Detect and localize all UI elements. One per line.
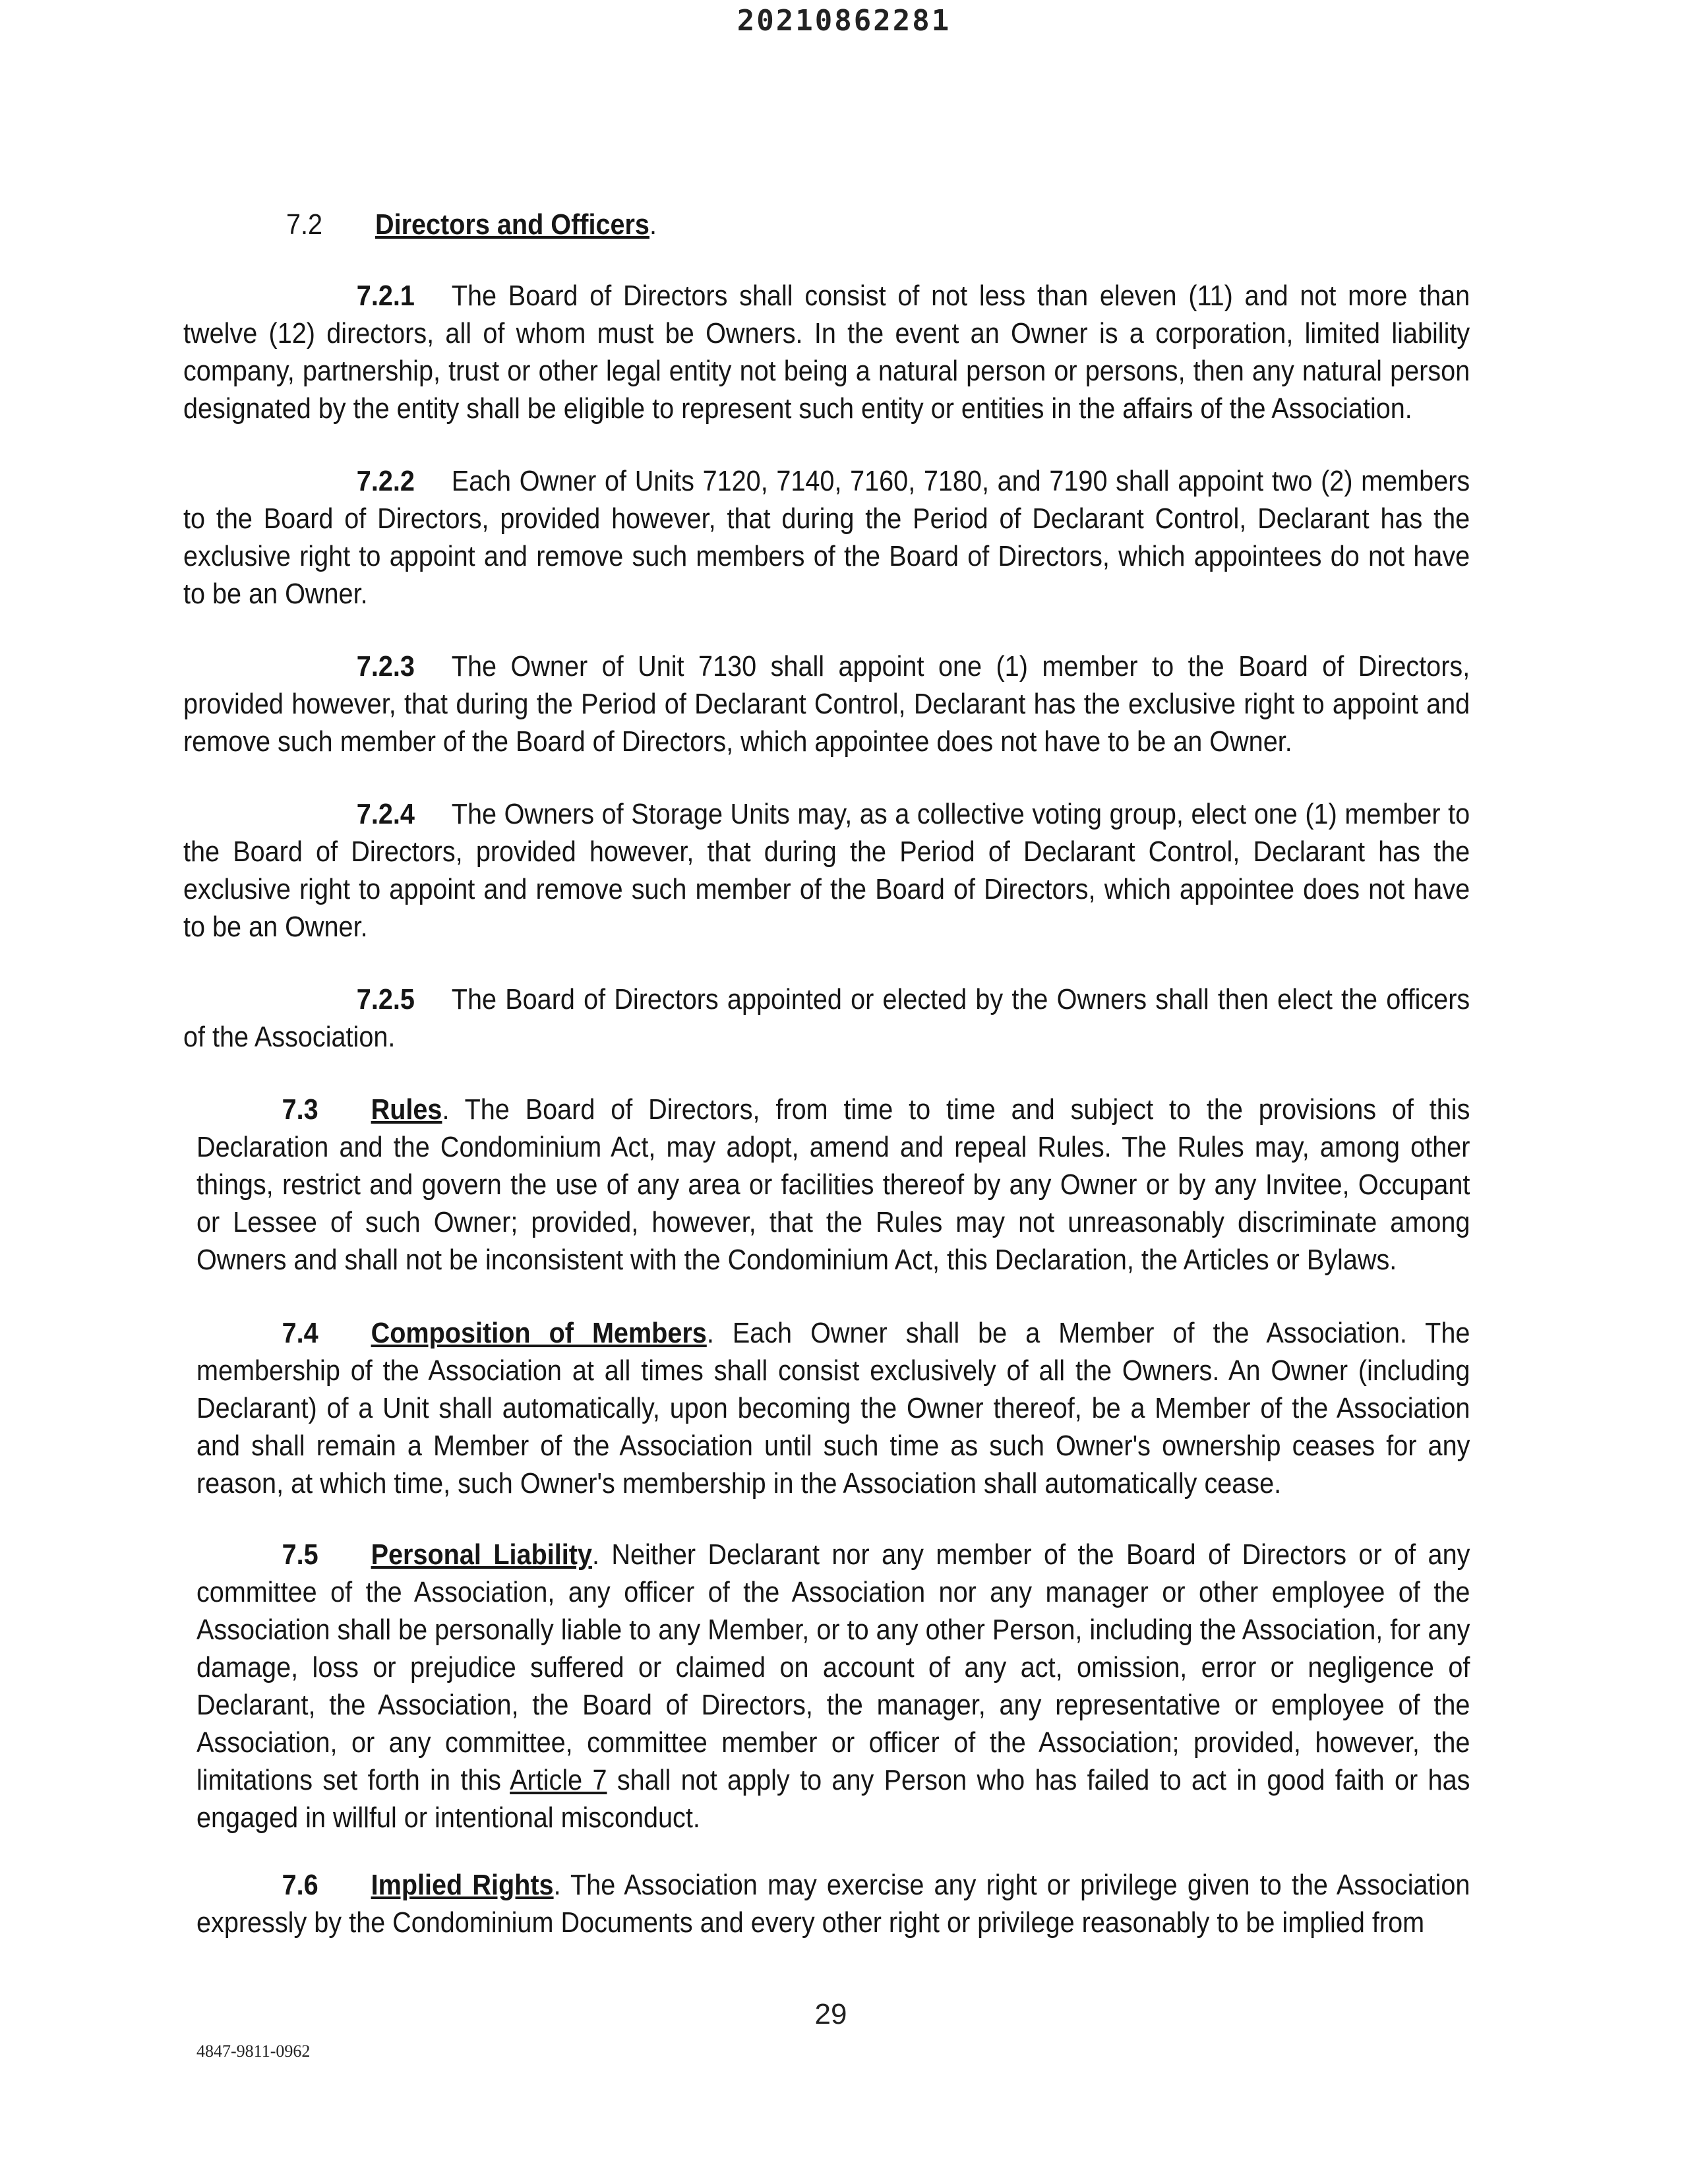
- paragraph-7-2-2: [183, 462, 1470, 613]
- section-text-continued: shall not apply to any Person who has failed to act in good faith or has engaged in willful or intentional misconduct.: [196, 1764, 1470, 1834]
- recording-number: 20210862281: [737, 4, 951, 38]
- page-number: 29: [814, 1998, 847, 2030]
- paragraph-text: Each Owner of Units 7120, 7140, 7160, 7180, and 7190 shall appoint two (2) members to the Board of Directors, provided however, that during the Period of Declarant Control, Declarant has the exclusive right to appoint and remove such members of the Board of Directors, which appointees do not have to be an Owner.: [183, 465, 1470, 610]
- section-title: Implied Rights: [371, 1869, 554, 1901]
- section-text: . The Board of Directors, from time to time and subject to the provisions of this Declaration and the Condominium Act, may adopt, amend and repeal Rules. The Rules may, among other things, restrict and govern the use of any area or facilities thereof by any Owner or by any Invitee, Occupant or Lessee of such Owner; provided, however, that the Rules may not unreasonably discriminate among Owners and shall not be inconsistent with the Condominium Act, this Declaration, the Articles or Bylaws.: [196, 1093, 1470, 1276]
- paragraph-number: 7.2.5: [356, 983, 415, 1016]
- document-id: 4847-9811-0962: [196, 2042, 311, 2061]
- section-number: 7.3: [282, 1093, 318, 1126]
- section-title: Composition of Members: [371, 1317, 707, 1349]
- paragraph-7-2-3: [183, 648, 1470, 760]
- section-text: . Each Owner shall be a Member of the Association. The membership of the Association at all times shall consist exclusively of all the Owners. An Owner (including Declarant) of a Unit shall automatically, upon becoming the Owner thereof, be a Member of the Association and shall remain a Member of the Association until such time as such Owner's ownership ceases for any reason, at which time, such Owner's membership in the Association shall automatically cease.: [196, 1317, 1470, 1500]
- paragraph-number: 7.2.3: [356, 650, 415, 682]
- paragraph-7-2-5: [183, 981, 1470, 1056]
- section-number: 7.2: [286, 208, 323, 241]
- section-title: Directors and Officers: [375, 208, 649, 241]
- section-7-5: [196, 1536, 1470, 1836]
- section-7-4: [196, 1314, 1470, 1502]
- paragraph-text: The Board of Directors shall consist of not less than eleven (11) and not more than twelve (12) directors, all of whom must be Owners. In the event an Owner is a corporation, limited liability company, partnership, trust or other legal entity not being a natural person or persons, then any natural person designated by the entity shall be eligible to represent such entity or entities in the affairs of the Association.: [183, 280, 1470, 425]
- paragraph-number: 7.2.4: [356, 798, 415, 830]
- section-text: . Neither Declarant nor any member of the Board of Directors or of any committee of the Association, any officer of the Association nor any manager or other employee of the Association shall be personally liable to any Member, or to any other Person, including the Association, for any damage, loss or prejudice suffered or claimed on account of any act, omission, error or negligence of Declarant, the Association, the Board of Directors, the manager, any representative or employee of the Association, or any committee, committee member or officer of the Association; provided, however, the limitations set forth in this: [196, 1538, 1470, 1796]
- paragraph-text: The Board of Directors appointed or elected by the Owners shall then elect the officers of the Association.: [183, 983, 1470, 1053]
- article-7-reference: Article 7: [510, 1764, 607, 1796]
- paragraph-text: The Owner of Unit 7130 shall appoint one (1) member to the Board of Directors, provided however, that during the Period of Declarant Control, Declarant has the exclusive right to appoint and remove such member of the Board of Directors, which appointee does not have to be an Owner.: [183, 650, 1470, 758]
- section-number: 7.6: [282, 1869, 318, 1901]
- paragraph-7-2-4: [183, 795, 1470, 946]
- section-number: 7.4: [282, 1317, 318, 1349]
- paragraph-7-2-1: [183, 277, 1470, 427]
- section-7-2-heading: 7.2 Directors and Officers.: [286, 206, 657, 243]
- section-title: Personal Liability: [371, 1538, 592, 1571]
- paragraph-number: 7.2.1: [356, 280, 415, 312]
- paragraph-text: The Owners of Storage Units may, as a collective voting group, elect one (1) member to the Board of Directors, provided however, that during the Period of Declarant Control, Declarant has the exclusive right to appoint and remove such member of the Board of Directors, which appointee does not have to be an Owner.: [183, 798, 1470, 943]
- section-7-3: [196, 1091, 1470, 1279]
- section-text: . The Association may exercise any right or privilege given to the Association expressly by the Condominium Documents and every other right or privilege reasonably to be implied from: [196, 1869, 1470, 1939]
- section-7-6: [196, 1866, 1470, 1941]
- section-title: Rules: [371, 1093, 442, 1126]
- section-number: 7.5: [282, 1538, 318, 1571]
- paragraph-number: 7.2.2: [356, 465, 415, 497]
